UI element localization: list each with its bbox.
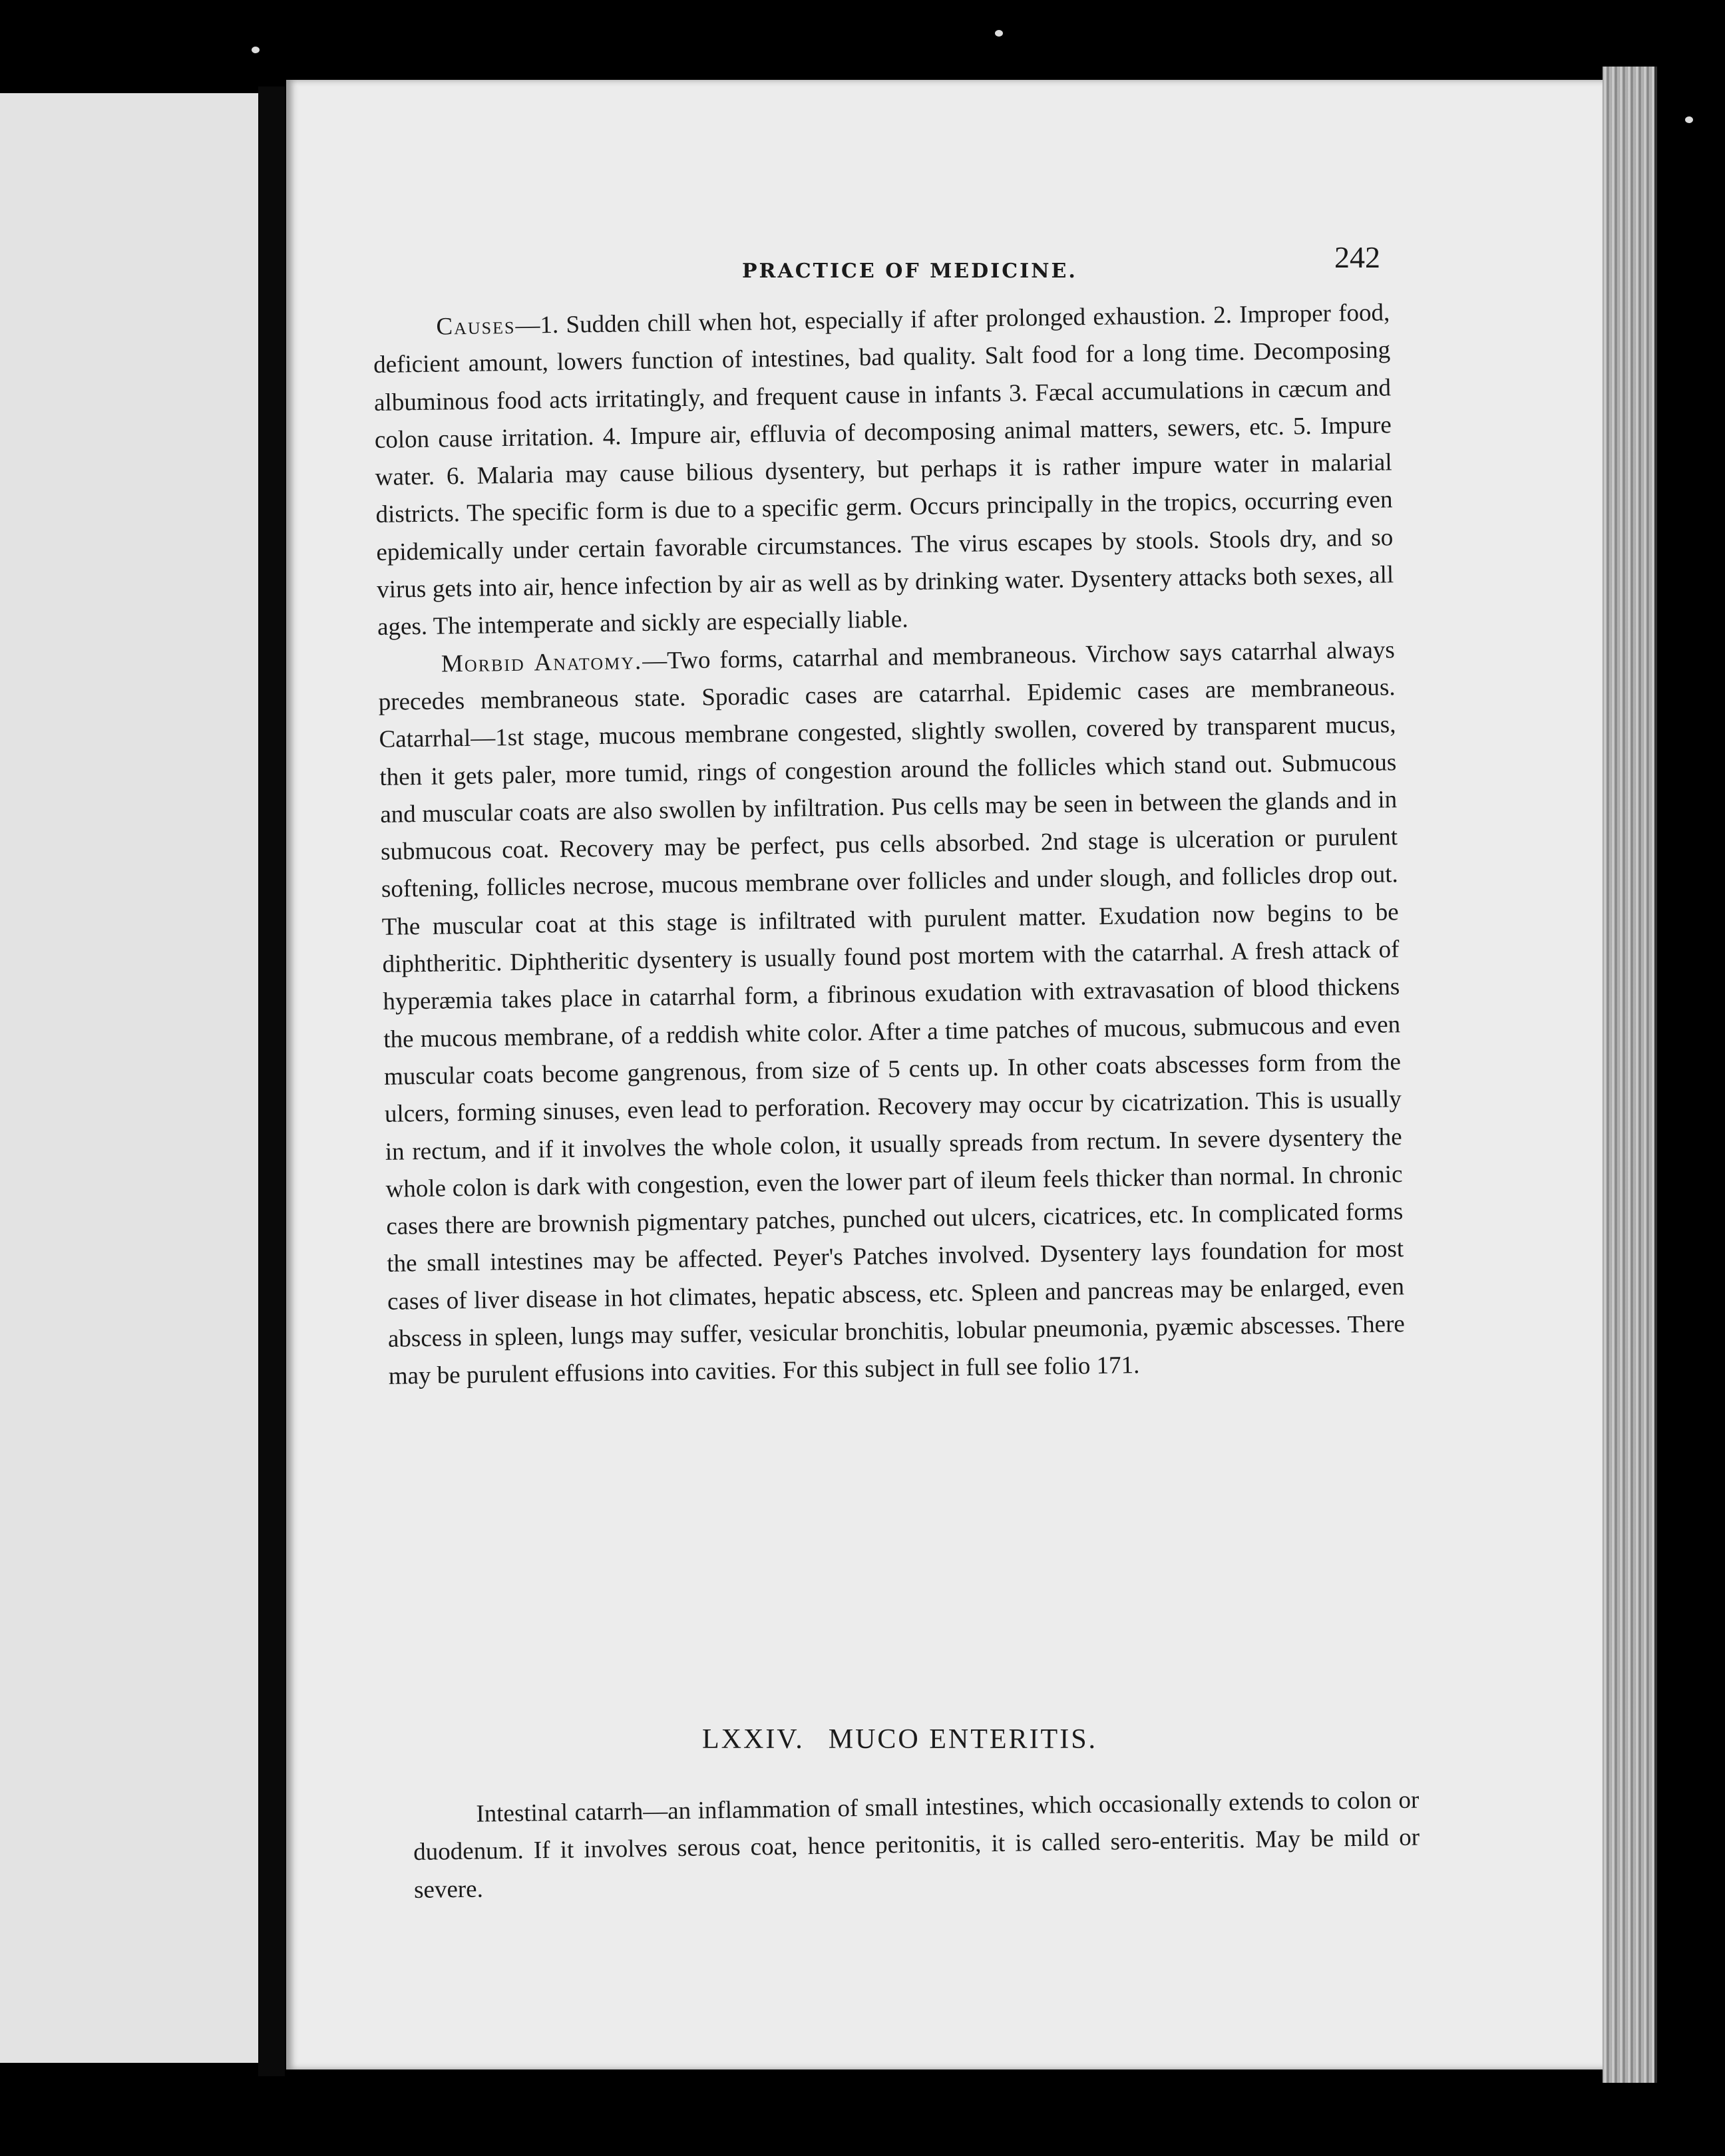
paragraph-body: —Two forms, catarrhal and membraneous. Virchow says catarrhal always precedes membraneous state. Sporadic cases are catarrhal. Epidemic cases are membraneous. Catarrhal—1st stage, mucous membrane congested, slightly swollen, covered by transparent mucus, then it gets paler, more tumid, rings of congestion around the follicles which stand out. Submucous and muscular coats are also swollen by infiltration. Pus cells may be seen in between the glands and in submucous coat. Recovery may be perfect, pus cells absorbed. 2nd stage is ulceration or purulent softening, follicles necrose, mucous membrane over follicles and under slough, and follicles drop out. The muscular coat at this stage is infiltrated with purulent matter. Exudation now begins to be diphtheritic. Diphtheritic dysentery is usually found post mortem with the catarrhal. A fresh attack of hyperæmia takes place in catarrhal form, a fibrinous exudation with extravasation of blood thickens the mucous membrane, of a reddish white color. After a time patches of mucous, submucous and even muscular coats become gangrenous, from size of 5 cents up. In other coats abscesses form from the ulcers, forming sinuses, even lead to perforation. Recovery may occur by cicatrization. This is usually in rectum, and if it involves the whole colon, it usually spreads from rectum. In severe dysentery the whole colon is dark with congestion, even the lower part of ileum feels thicker than normal. In chronic cases there are brownish pigmentary patches, punched out ulcers, cicatrices, etc. In complicated forms the small intestines may be affected. Peyer's Patches involved. Dysentery lays foundation for most cases of liver disease in hot climates, hepatic abscess, etc. Spleen and pancreas may be enlarged, even abscess in spleen, lungs may suffer, vesicular bronchitis, lobular pneumonia, pyæmic abscesses. There may be purulent effusions into cavities. For this subject in full see folio 171. <box>378 635 1406 1391</box>
section-number: LXXIV. <box>702 1724 805 1755</box>
page-number: 242 <box>1334 240 1380 274</box>
paragraph-muco-enteritis: Intestinal catarrh—an inflammation of small intestines, which occasionally extends to colon or duodenum. If it involves serous coat, hence peritonitis, it is called sero-enteritis. May be mild or severe. <box>413 1786 1420 1904</box>
left-page-edge <box>0 93 260 2063</box>
book-gutter <box>258 87 285 2076</box>
page-block-edge <box>1603 67 1657 2083</box>
running-title: PRACTICE OF MEDICINE. <box>742 260 1077 283</box>
paragraph-body: —1. Sudden chill when hot, especially if after prolonged exhaustion. 2. Improper food, deficient amount, lowers function of intestines, bad quality. Salt food for a long time. Decomposing albuminous food acts irritatingly, and frequent cause in infants 3. Fæcal accumulations in cæcum and colon cause irritation. 4. Impure air, effluvia of decomposing animal matters, sewers, etc. 5. Impure water. 6. Malaria may cause bilious dysentery, but perhaps it is rather impure water in malarial districts. The specific form is due to a specific germ. Occurs principally in the tropics, occurring even epidemically under certain favorable circumstances. The virus escapes by stools. Stools dry, and so virus gets into air, hence infection by air as well as by drinking water. Dysentery attacks both sexes, all ages. The intemperate and sickly are especially liable. <box>373 299 1394 641</box>
scan-speck <box>995 30 1003 37</box>
paragraph-morbid-anatomy <box>378 631 1406 1395</box>
paragraph-lead: Morbid Anatomy. <box>441 647 643 678</box>
section-title: MUCO ENTERITIS. <box>828 1724 1098 1755</box>
scan-speck <box>252 47 260 53</box>
paragraph-causes <box>373 294 1394 646</box>
section-heading <box>702 1723 1097 1755</box>
main-text-block <box>373 294 1406 1395</box>
section-text-block <box>413 1782 1420 1909</box>
scan-speck <box>1685 116 1693 123</box>
paragraph-lead: Causes <box>436 311 516 341</box>
